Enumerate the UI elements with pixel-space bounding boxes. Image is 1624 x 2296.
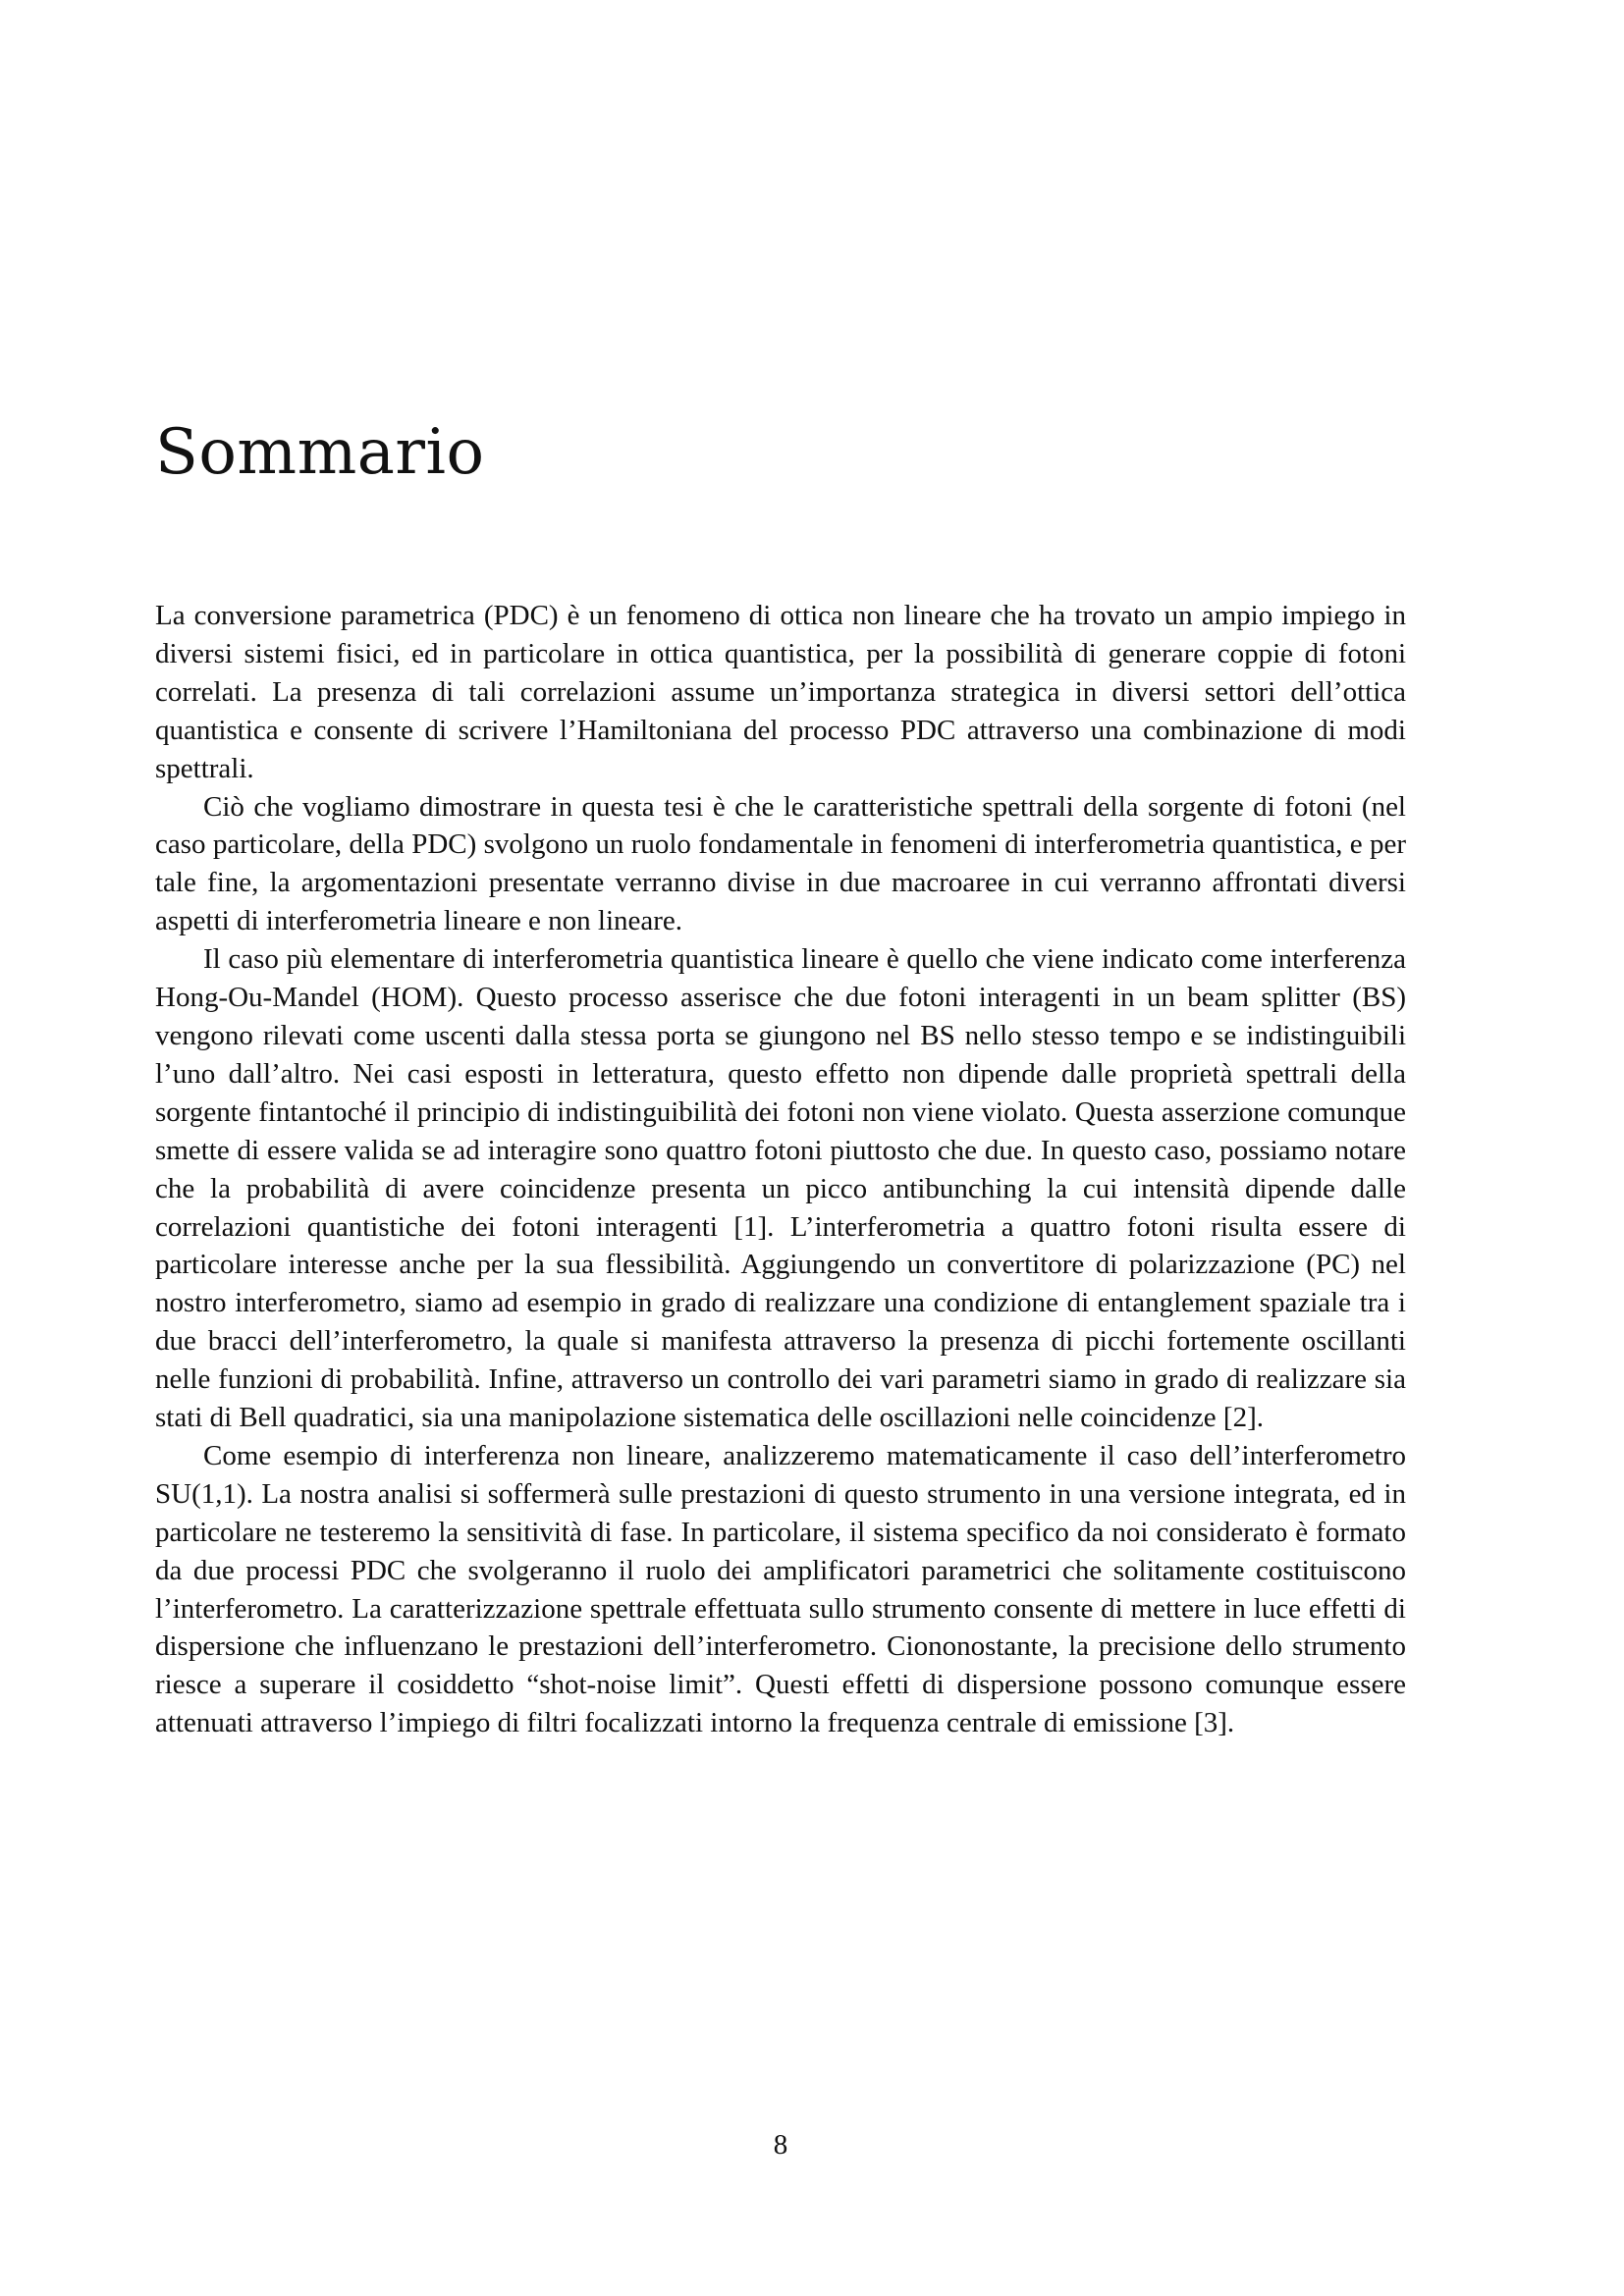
abstract-body	[155, 597, 1406, 1742]
paragraph-2: Ciò che vogliamo dimostrare in questa tesi è che le caratteristiche spettrali della sorgente di fotoni (nel caso particolare, della PDC) svolgono un ruolo fondamentale in fenomeni di interferometria quantistica, e per tale fine, la argomentazioni presentate verranno divise in due macroaree in cui verranno affrontati diversi aspetti di interferometria lineare e non lineare.	[155, 790, 1406, 937]
paragraph-4: Come esempio di interferenza non lineare, analizzeremo matematicamente il caso dell’interferometro SU(1,1). La nostra analisi si soffermerà sulle prestazioni di questo strumento in una versione integrata, ed in particolare ne testeremo la sensitività di fase. In particolare, il sistema specifico da noi considerato è formato da due processi PDC che svolgeranno il ruolo dei amplificatori parametrici che solitamente costituiscono l’interferometro. La caratterizzazione spettrale effettuata sullo strumento consente di mettere in luce effetti di dispersione che influenzano le prestazioni dell’interferometro. Ciononostante, la precisione dello strumento riesce a superare il cosiddetto “shot-noise limit”. Questi effetti di dispersione possono comunque essere attenuati attraverso l’impiego di filtri focalizzati intorno la frequenza centrale di emissione [3].	[155, 1439, 1406, 1739]
page	[155, 0, 1406, 2296]
page-number: 8	[773, 2129, 788, 2161]
chapter-title: Sommario	[155, 416, 485, 489]
paragraph-1: La conversione parametrica (PDC) è un fenomeno di ottica non lineare che ha trovato un ampio impiego in diversi sistemi fisici, ed in particolare in ottica quantistica, per la possibilità di generare coppie di fotoni correlati. La presenza di tali correlazioni assume un’importanza strategica in diversi settori dell’ottica quantistica e consente di scrivere l’Hamiltoniana del processo PDC attraverso una combinazione di modi spettrali.	[155, 600, 1406, 784]
paragraph-3: Il caso più elementare di interferometria quantistica lineare è quello che viene indicato come interferenza Hong-Ou-Mandel (HOM). Questo processo asserisce che due fotoni interagenti in un beam splitter (BS) vengono rilevati come uscenti dalla stessa porta se giungono nel BS nello stesso tempo e se indistinguibili l’uno dall’altro. Nei casi esposti in letteratura, questo effetto non dipende dalle proprietà spettrali della sorgente fintantoché il principio di indistinguibilità dei fotoni non viene violato. Questa asserzione comunque smette di essere valida se ad interagire sono quattro fotoni piuttosto che due. In questo caso, possiamo notare che la probabilità di avere coincidenze presenta un picco antibunching la cui intensità dipende dalle correlazioni quantistiche dei fotoni interagenti [1]. L’interferometria a quattro fotoni risulta essere di particolare interesse anche per la sua flessibilità. Aggiungendo un convertitore di polarizzazione (PC) nel nostro interferometro, siamo ad esempio in grado di realizzare una condizione di entanglement spaziale tra i due bracci dell’interferometro, la quale si manifesta attraverso la presenza di picchi fortemente oscillanti nelle funzioni di probabilità. Infine, attraverso un controllo dei vari parametri siamo in grado di realizzare sia stati di Bell quadratici, sia una manipolazione sistematica delle oscillazioni nelle coincidenze [2].	[155, 943, 1406, 1434]
